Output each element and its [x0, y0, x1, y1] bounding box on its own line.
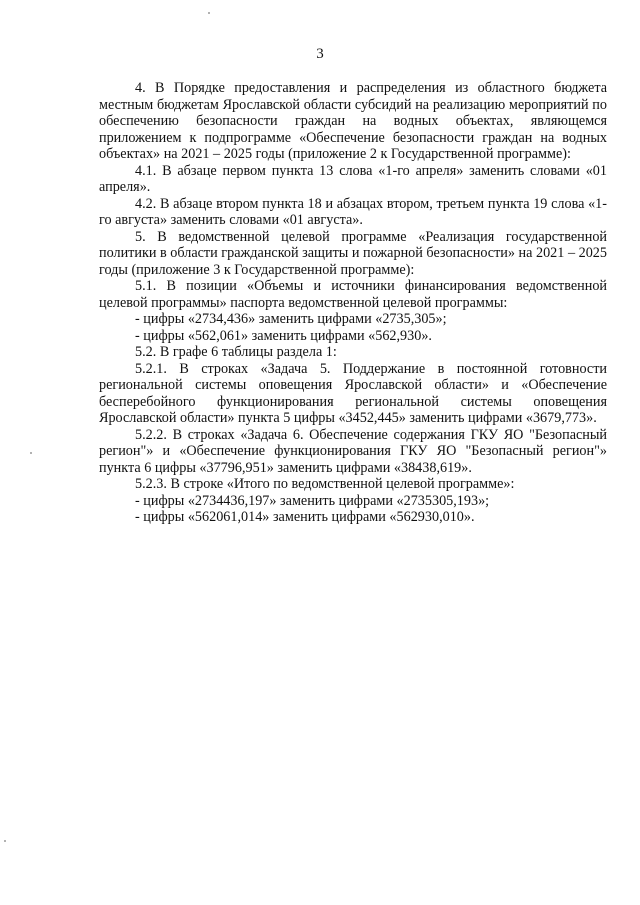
paragraph: 5. В ведомственной целевой программе «Реализация государственной политики в области гражданской защиты и пожарной безопасности» на 2021 – 2025 годы (приложение 3 к Государственной программе): — [99, 228, 607, 278]
paragraph: 5.2.2. В строках «Задача 6. Обеспечение содержания ГКУ ЯО "Безопасный регион"» и «Обеспечение функционирования ГКУ ЯО "Безопасный регион"» пункта 6 цифры «37796,951» заменить цифрами «38438,619». — [99, 426, 607, 476]
document-body — [99, 80, 607, 526]
paragraph: 5.2.3. В строке «Итого по ведомственной целевой программе»: — [135, 476, 515, 492]
scan-speck — [4, 840, 6, 842]
paragraph: 4. В Порядке предоставления и распределения из областного бюджета местным бюджетам Ярославской области субсидий на реализацию мероприятий по обеспечению безопасности граждан на водных объектах, являющемся приложением к подпрограмме «Обеспечение безопасности граждан на водных объектах» на 2021 – 2025 годы (приложение 2 к Государственной программе): — [99, 80, 607, 162]
page-number: 3 — [316, 46, 324, 62]
list-item: - цифры «562061,014» заменить цифрами «562930,010». — [135, 509, 475, 525]
list-item: - цифры «2734436,197» заменить цифрами «2735305,193»; — [135, 492, 490, 509]
paragraph: 4.2. В абзаце втором пункта 18 и абзацах втором, третьем пункта 19 слова «1-го августа» заменить словами «01 августа». — [99, 195, 607, 228]
list-item: - цифры «562,061» заменить цифрами «562,930». — [135, 327, 432, 344]
paragraph: 5.2.1. В строках «Задача 5. Поддержание в постоянной готовности региональной системы оповещения Ярославской области» и «Обеспечение бесперебойного функционирования региональной системы оповещения Ярославской области» пункта 5 цифры «3452,445» заменить цифрами «3679,773». — [99, 360, 607, 426]
scan-speck — [208, 12, 210, 14]
paragraph: 5.2. В графе 6 таблицы раздела 1: — [135, 344, 337, 360]
scan-speck — [30, 452, 32, 454]
list-item: - цифры «2734,436» заменить цифрами «2735,305»; — [135, 311, 447, 327]
paragraph: 5.1. В позиции «Объемы и источники финансирования ведомственной целевой программы» паспорта ведомственной целевой программы: — [99, 278, 607, 311]
paragraph: 4.1. В абзаце первом пункта 13 слова «1-го апреля» заменить словами «01 апреля». — [99, 162, 607, 195]
